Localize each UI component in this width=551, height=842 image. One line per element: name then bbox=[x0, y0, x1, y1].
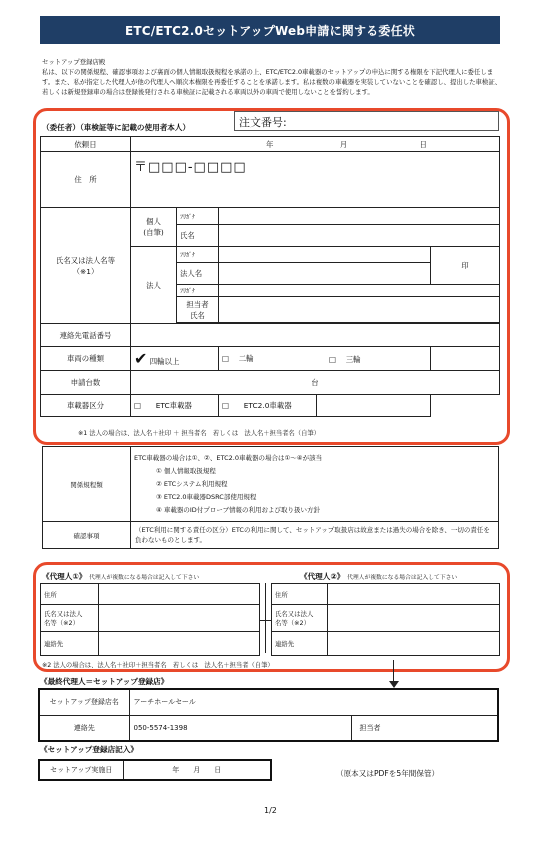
rule-item: ② ETCシステム利用規程 bbox=[156, 479, 228, 488]
setup-date-field[interactable]: 年 月 日 bbox=[123, 760, 271, 780]
rules-content: ETC車載器の場合は①、②、ETC2.0車載器の場合は①～④が該当 ① 個人情報取扱規程 ② ETCシステム利用規程 ③ ETC2.0車載器DSRC部使用規程 ④ 車載器のID付プローブ情報の利用および取り扱い方針 bbox=[131, 447, 499, 522]
confirm-text: （ETC利用に関する責任の区分）ETCの利用に関して、セットアップ取扱店は故意または過失の場合を除き、一切の責任を負わないものとします。 bbox=[131, 522, 499, 549]
agent1-contact-label: 連絡先 bbox=[41, 632, 99, 656]
corp-person-field[interactable] bbox=[219, 297, 500, 323]
individual-name-field[interactable] bbox=[219, 225, 500, 247]
rule-item: ③ ETC2.0車載器DSRC部使用規程 bbox=[156, 492, 257, 501]
individual-name-label: 氏名 bbox=[177, 225, 219, 247]
confirm-label: 確認事項 bbox=[43, 522, 131, 549]
addressee: セットアップ登録店殿 bbox=[42, 58, 106, 66]
principal-table bbox=[40, 136, 500, 417]
vehicle-type-label: 車両の種類 bbox=[41, 347, 131, 371]
corp-person-label: 担当者 氏名 bbox=[177, 297, 219, 323]
person-in-charge-field[interactable]: 担当者 bbox=[351, 715, 498, 741]
agent1-name-field[interactable] bbox=[99, 605, 260, 632]
agent2-table bbox=[271, 583, 500, 656]
intro-text bbox=[42, 57, 502, 97]
date-field[interactable]: 年 月 日 bbox=[131, 137, 500, 152]
corp-name-field[interactable] bbox=[219, 263, 431, 285]
postal-code-boxes: 〒□□□-□□□□ bbox=[134, 160, 247, 175]
principal-title: （委任者）（車検証等に記載の使用者本人） bbox=[42, 123, 191, 132]
check-mark-icon: ✔ bbox=[134, 349, 148, 368]
order-number-label: 注文番号: bbox=[239, 116, 287, 129]
page-number: 1/2 bbox=[264, 806, 277, 815]
store-entry-title: 《セットアップ登録店記入》 bbox=[40, 745, 138, 754]
agent1-name-label: 氏名又は法人 名等（※2） bbox=[41, 605, 99, 632]
rule-item: ① 個人情報取扱規程 bbox=[156, 466, 216, 475]
intro-body: 私は、以下の関係規程、確認事項および裏面の個人情報取扱規程を承諾の上、ETC/ETC2.0車載器のセットアップの申込に関する権限を下記代理人に委任します。また、私が指定した代理人が他の代理人へ順次本権限を再委任することを承諾します。私は複数の車載器を実装していないことを確認し、提出した車検証、若しくは新規登録車の場合は登録後発行される車検証に記載される車両以外の車両で使用しないことを誓約します。 bbox=[42, 68, 502, 96]
agent2-contact-field[interactable] bbox=[328, 632, 500, 656]
retention-note: （原本又はPDFを5年間保管） bbox=[336, 769, 440, 778]
agent1-contact-field[interactable] bbox=[99, 632, 260, 656]
address-field[interactable] bbox=[131, 152, 500, 208]
vehicle-option-4wheel[interactable]: ✔ 四輪以上 bbox=[131, 347, 219, 371]
agent1-table bbox=[40, 583, 260, 656]
individual-furigana-field[interactable] bbox=[219, 208, 500, 225]
vehicle-option-2wheel[interactable]: □ 二輪 □ 三輪 bbox=[219, 347, 431, 371]
store-name-label: セットアップ登録店名 bbox=[39, 689, 129, 715]
individual-label: 個人 (自筆) bbox=[131, 208, 177, 247]
agent2-name-label: 氏名又は法人 名等（※2） bbox=[272, 605, 328, 632]
final-agent-title: 《最終代理人＝セットアップ登録店》 bbox=[40, 677, 169, 686]
agent1-address-field[interactable] bbox=[99, 584, 260, 605]
store-contact-label: 連絡先 bbox=[39, 715, 129, 741]
agents-footnote: ※2 法人の場合は、法人名＋社印＋担当者名 若しくは 法人名＋担当者（自筆） bbox=[42, 662, 274, 669]
principal-footnote: ※1 法人の場合は、法人名＋社印 ＋ 担当者名 若しくは 法人名＋担当者名（自筆） bbox=[78, 430, 320, 437]
corporate-label: 法人 bbox=[131, 247, 177, 324]
agent2-address-field[interactable] bbox=[328, 584, 500, 605]
device-option-etc[interactable]: □ ETC車載器 bbox=[131, 395, 219, 417]
agent2-title: 《代理人②》 代理人が複数になる場合は記入して下さい bbox=[300, 572, 458, 581]
corp-person-furigana-field[interactable] bbox=[219, 285, 500, 297]
order-number-field[interactable] bbox=[234, 111, 499, 131]
store-entry-table bbox=[38, 759, 272, 781]
device-option-etc2[interactable]: □ ETC2.0車載器 bbox=[219, 395, 431, 417]
corp-furigana-field[interactable] bbox=[219, 247, 431, 263]
agent2-address-label: 住所 bbox=[272, 584, 328, 605]
device-type-label: 車載器区分 bbox=[41, 395, 131, 417]
vehicle-option-3wheel[interactable]: □ 三輪 bbox=[329, 355, 361, 364]
date-label: 依頼日 bbox=[41, 137, 131, 152]
arrow-down-icon bbox=[393, 660, 394, 683]
seal-mark: 印 bbox=[431, 247, 500, 285]
document-title: ETC/ETC2.0セットアップWeb申請に関する委任状 bbox=[40, 16, 500, 44]
rules-table bbox=[42, 446, 499, 549]
store-name-value: アーチホールセール bbox=[129, 689, 498, 715]
individual-furigana-label: ﾌﾘｶﾞﾅ bbox=[177, 208, 219, 225]
rules-label: 関係規程類 bbox=[43, 447, 131, 522]
count-label: 申請台数 bbox=[41, 371, 131, 395]
arrow-head bbox=[389, 681, 399, 688]
phone-label: 連絡先電話番号 bbox=[41, 324, 131, 347]
final-agent-table bbox=[38, 688, 499, 742]
agent1-address-label: 住所 bbox=[41, 584, 99, 605]
setup-date-label: セットアップ実施日 bbox=[39, 760, 123, 780]
connector-line bbox=[265, 583, 266, 653]
address-label: 住 所 bbox=[41, 152, 131, 208]
corp-furigana-label: ﾌﾘｶﾞﾅ bbox=[177, 247, 219, 263]
store-contact-value: 050-5574-1398 bbox=[129, 715, 351, 741]
agent1-title: 《代理人①》 代理人が複数になる場合は記入して下さい bbox=[42, 572, 200, 581]
corp-name-label: 法人名 bbox=[177, 263, 219, 285]
rule-item: ④ 車載器のID付プローブ情報の利用および取り扱い方針 bbox=[156, 505, 320, 514]
agent2-contact-label: 連絡先 bbox=[272, 632, 328, 656]
name-label: 氏名又は法人名等 （※1） bbox=[41, 208, 131, 324]
corp-person-furigana-label: ﾌﾘｶﾞﾅ bbox=[177, 285, 219, 297]
agent2-name-field[interactable] bbox=[328, 605, 500, 632]
phone-field[interactable] bbox=[131, 324, 500, 347]
count-field[interactable]: 台 bbox=[131, 371, 500, 395]
